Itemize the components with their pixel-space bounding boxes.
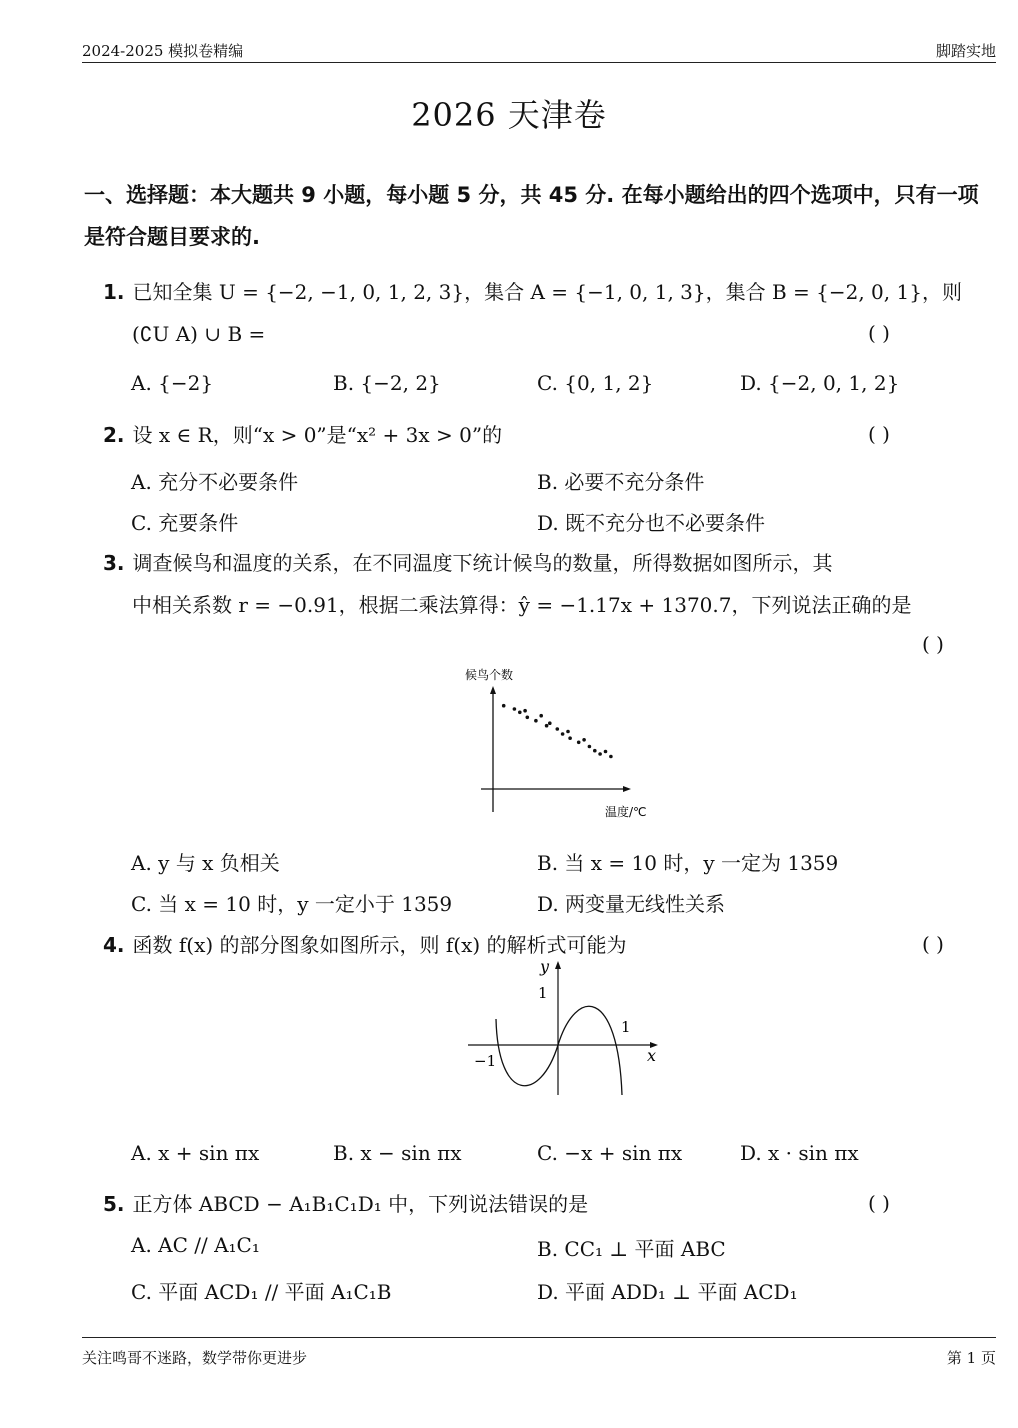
chart-ylabel: 候鸟个数	[465, 668, 514, 682]
scatter-point	[518, 711, 522, 715]
scatter-point	[561, 732, 565, 736]
page-footer	[82, 1337, 996, 1367]
option-c: C. {0, 1, 2}	[537, 371, 654, 395]
page-header	[82, 38, 996, 63]
chart-xlabel: 温度/℃	[605, 805, 647, 819]
option-d: D. 既不充分也不必要条件	[537, 511, 766, 535]
answer-blank: ( )	[868, 1191, 890, 1215]
option-b: B. x − sin πx	[333, 1141, 462, 1165]
scatter-point	[588, 745, 592, 749]
y-axis-arrow	[490, 686, 496, 694]
scatter-point	[598, 752, 602, 756]
x-axis-arrow	[623, 786, 631, 792]
question-1	[103, 275, 988, 309]
scatter-point	[609, 755, 613, 759]
option-a: A. 充分不必要条件	[131, 470, 299, 494]
scatter-point	[593, 749, 597, 753]
question-2	[103, 418, 988, 452]
answer-blank: ( )	[868, 321, 890, 345]
option-a: A. AC // A₁C₁	[131, 1233, 260, 1257]
question-3	[103, 546, 988, 580]
answer-blank: ( )	[868, 422, 890, 446]
scatter-point	[539, 714, 543, 718]
function-curve	[496, 1006, 622, 1095]
header-right: 脚踏实地	[935, 42, 996, 60]
question-text: 正方体 ABCD − A₁B₁C₁D₁ 中，下列说法错误的是	[132, 1192, 589, 1216]
question-text: 函数 f(x) 的部分图象如图所示，则 f(x) 的解析式可能为	[132, 933, 627, 957]
option-a: A. y 与 x 负相关	[131, 851, 280, 875]
option-d: D. 平面 ADD₁ ⊥ 平面 ACD₁	[537, 1280, 798, 1304]
question-5	[103, 1187, 988, 1221]
question-text: 调查候鸟和温度的关系，在不同温度下统计候鸟的数量，所得数据如图所示，其	[132, 551, 833, 575]
page-number: 第 1 页	[946, 1349, 996, 1367]
header-left: 2024-2025 模拟卷精编	[82, 42, 244, 60]
question-number: 1.	[103, 280, 125, 304]
option-c: C. 充要条件	[131, 511, 239, 535]
answer-blank: ( )	[922, 632, 944, 656]
graph-x-label: x	[647, 1046, 657, 1065]
scatter-point	[526, 716, 530, 720]
scatter-point	[523, 709, 527, 713]
section-instructions: 一、选择题：本大题共 9 小题，每小题 5 分，共 45 分. 在每小题给出的四个选项中，只有一项是符合题目要求的.	[84, 183, 979, 249]
scatter-point	[577, 741, 581, 745]
scatter-point	[545, 724, 549, 728]
scatter-point	[604, 750, 608, 754]
scatter-point	[534, 719, 538, 723]
option-d: D. 两变量无线性关系	[537, 892, 726, 916]
question-number: 4.	[103, 933, 125, 957]
option-c: C. −x + sin πx	[537, 1141, 683, 1165]
graph-tick-minus1: −1	[474, 1052, 497, 1070]
question-number: 5.	[103, 1192, 125, 1216]
page-title: 2026 天津卷	[411, 96, 607, 134]
question-3-line2: 中相关系数 r = −0.91，根据二乘法算得：ŷ = −1.17x + 1370.7，下列说法正确的是	[132, 593, 912, 617]
scatter-point	[582, 738, 586, 742]
scatter-point	[556, 727, 560, 731]
scatter-point	[513, 707, 517, 711]
answer-blank: ( )	[922, 932, 944, 956]
scatter-chart	[455, 662, 675, 827]
option-c: C. 当 x = 10 时，y 一定小于 1359	[131, 892, 453, 916]
option-c: C. 平面 ACD₁ // 平面 A₁C₁B	[131, 1280, 392, 1304]
option-b: B. CC₁ ⊥ 平面 ABC	[537, 1237, 726, 1261]
question-number: 3.	[103, 551, 125, 575]
graph-tick-1-x: 1	[621, 1018, 631, 1036]
option-d: D. x · sin πx	[740, 1141, 859, 1165]
option-d: D. {−2, 0, 1, 2}	[740, 371, 900, 395]
footer-left: 关注鸣哥不迷路，数学带你更进步	[82, 1349, 308, 1367]
option-b: B. {−2, 2}	[333, 371, 441, 395]
scatter-point	[548, 721, 552, 725]
question-text: 设 x ∈ R，则“x > 0”是“x² + 3x > 0”的	[132, 423, 503, 447]
graph-y-label: y	[540, 957, 550, 976]
graph-tick-1-y: 1	[538, 984, 548, 1002]
question-number: 2.	[103, 423, 125, 447]
option-a: A. x + sin πx	[131, 1141, 260, 1165]
scatter-point	[568, 736, 572, 740]
y-axis-arrow	[555, 961, 561, 969]
option-a: A. {−2}	[131, 371, 214, 395]
question-1-line2: (∁U A) ∪ B =	[132, 322, 266, 346]
option-b: B. 必要不充分条件	[537, 470, 705, 494]
question-text: 已知全集 U = {−2, −1, 0, 1, 2, 3}，集合 A = {−1, 0, 1, 3}，集合 B = {−2, 0, 1}，则	[132, 280, 962, 304]
option-b: B. 当 x = 10 时，y 一定为 1359	[537, 851, 839, 875]
scatter-point	[502, 704, 506, 708]
scatter-point	[566, 730, 570, 734]
function-graph	[460, 955, 680, 1105]
